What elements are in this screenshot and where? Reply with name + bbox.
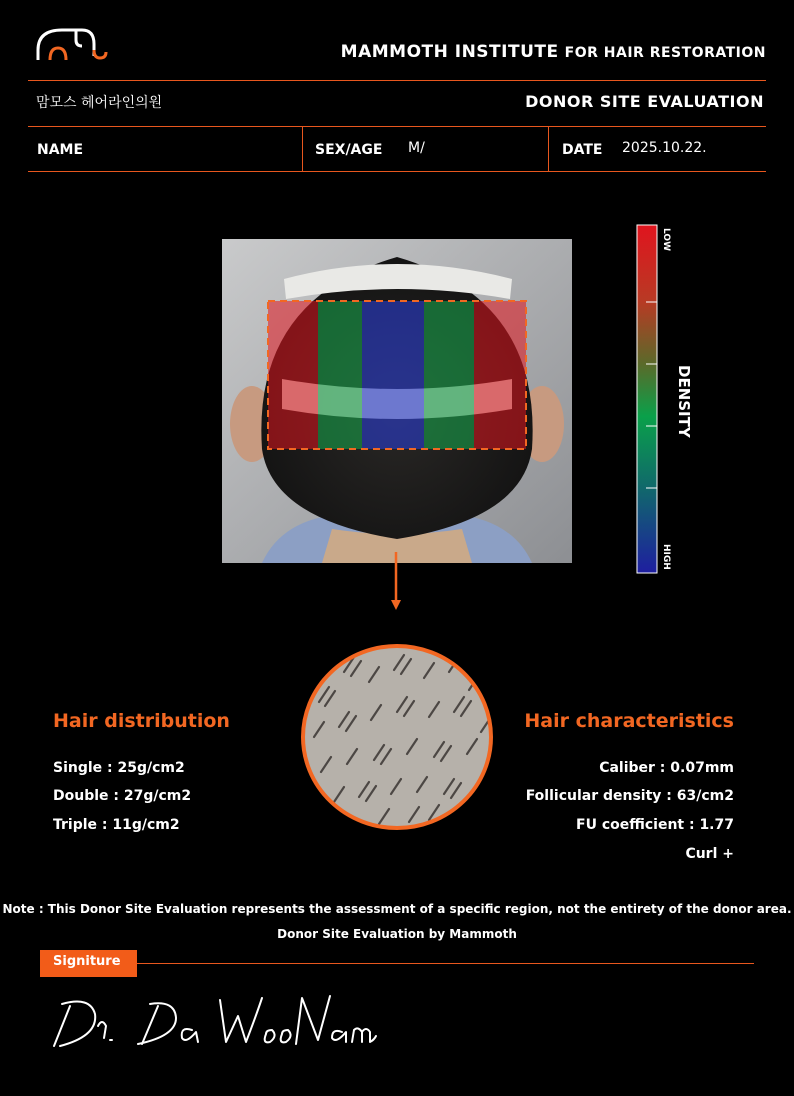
distribution-item: Double : 27g/cm2: [53, 788, 192, 804]
sexage-value: M/: [408, 140, 425, 156]
date-value: 2025.10.22.: [622, 140, 707, 156]
field-separator: [548, 127, 549, 172]
name-label: NAME: [37, 142, 84, 158]
doctor-signature: [40, 986, 400, 1056]
characteristic-item: Curl +: [685, 846, 734, 862]
donor-site-photo: [222, 239, 572, 563]
characteristic-item: FU coefficient : 1.77: [576, 817, 734, 833]
fields-top-divider: [28, 126, 766, 127]
clinic-korean-name: 맘모스 헤어라인의원: [36, 95, 163, 111]
evaluation-credit: Donor Site Evaluation by Mammoth: [277, 927, 517, 941]
mammoth-logo-icon: [36, 26, 108, 62]
disclaimer-note: Note : This Donor Site Evaluation represents the assessment of a specific region, not the entirety of the donor area.: [2, 902, 792, 916]
institute-sub: FOR HAIR RESTORATION: [564, 45, 766, 61]
down-arrow-icon: [388, 550, 404, 612]
signature-label: Signiture: [40, 950, 137, 977]
density-high-label: HIGH: [661, 544, 671, 570]
characteristic-item: Caliber : 0.07mm: [599, 760, 734, 776]
header-divider: [28, 80, 766, 81]
density-overlay: [268, 301, 526, 449]
date-label: DATE: [562, 142, 603, 158]
distribution-item: Single : 25g/cm2: [53, 760, 185, 776]
field-separator: [302, 127, 303, 172]
institute-main: MAMMOTH INSTITUTE: [340, 42, 559, 62]
document-title: DONOR SITE EVALUATION: [525, 92, 764, 111]
density-scale: [632, 222, 702, 578]
sexage-label: SEX/AGE: [315, 142, 383, 158]
characteristic-item: Follicular density : 63/cm2: [525, 788, 734, 804]
distribution-item: Triple : 11g/cm2: [53, 817, 180, 833]
density-title: DENSITY: [675, 365, 693, 438]
hair-characteristics-title: Hair characteristics: [524, 710, 734, 732]
magnified-scalp-image: [299, 642, 495, 832]
density-low-label: LOW: [661, 228, 671, 251]
institute-name: [341, 42, 766, 62]
fields-bottom-divider: [28, 171, 766, 172]
hair-distribution-title: Hair distribution: [53, 710, 230, 732]
signature-divider: [137, 963, 754, 964]
